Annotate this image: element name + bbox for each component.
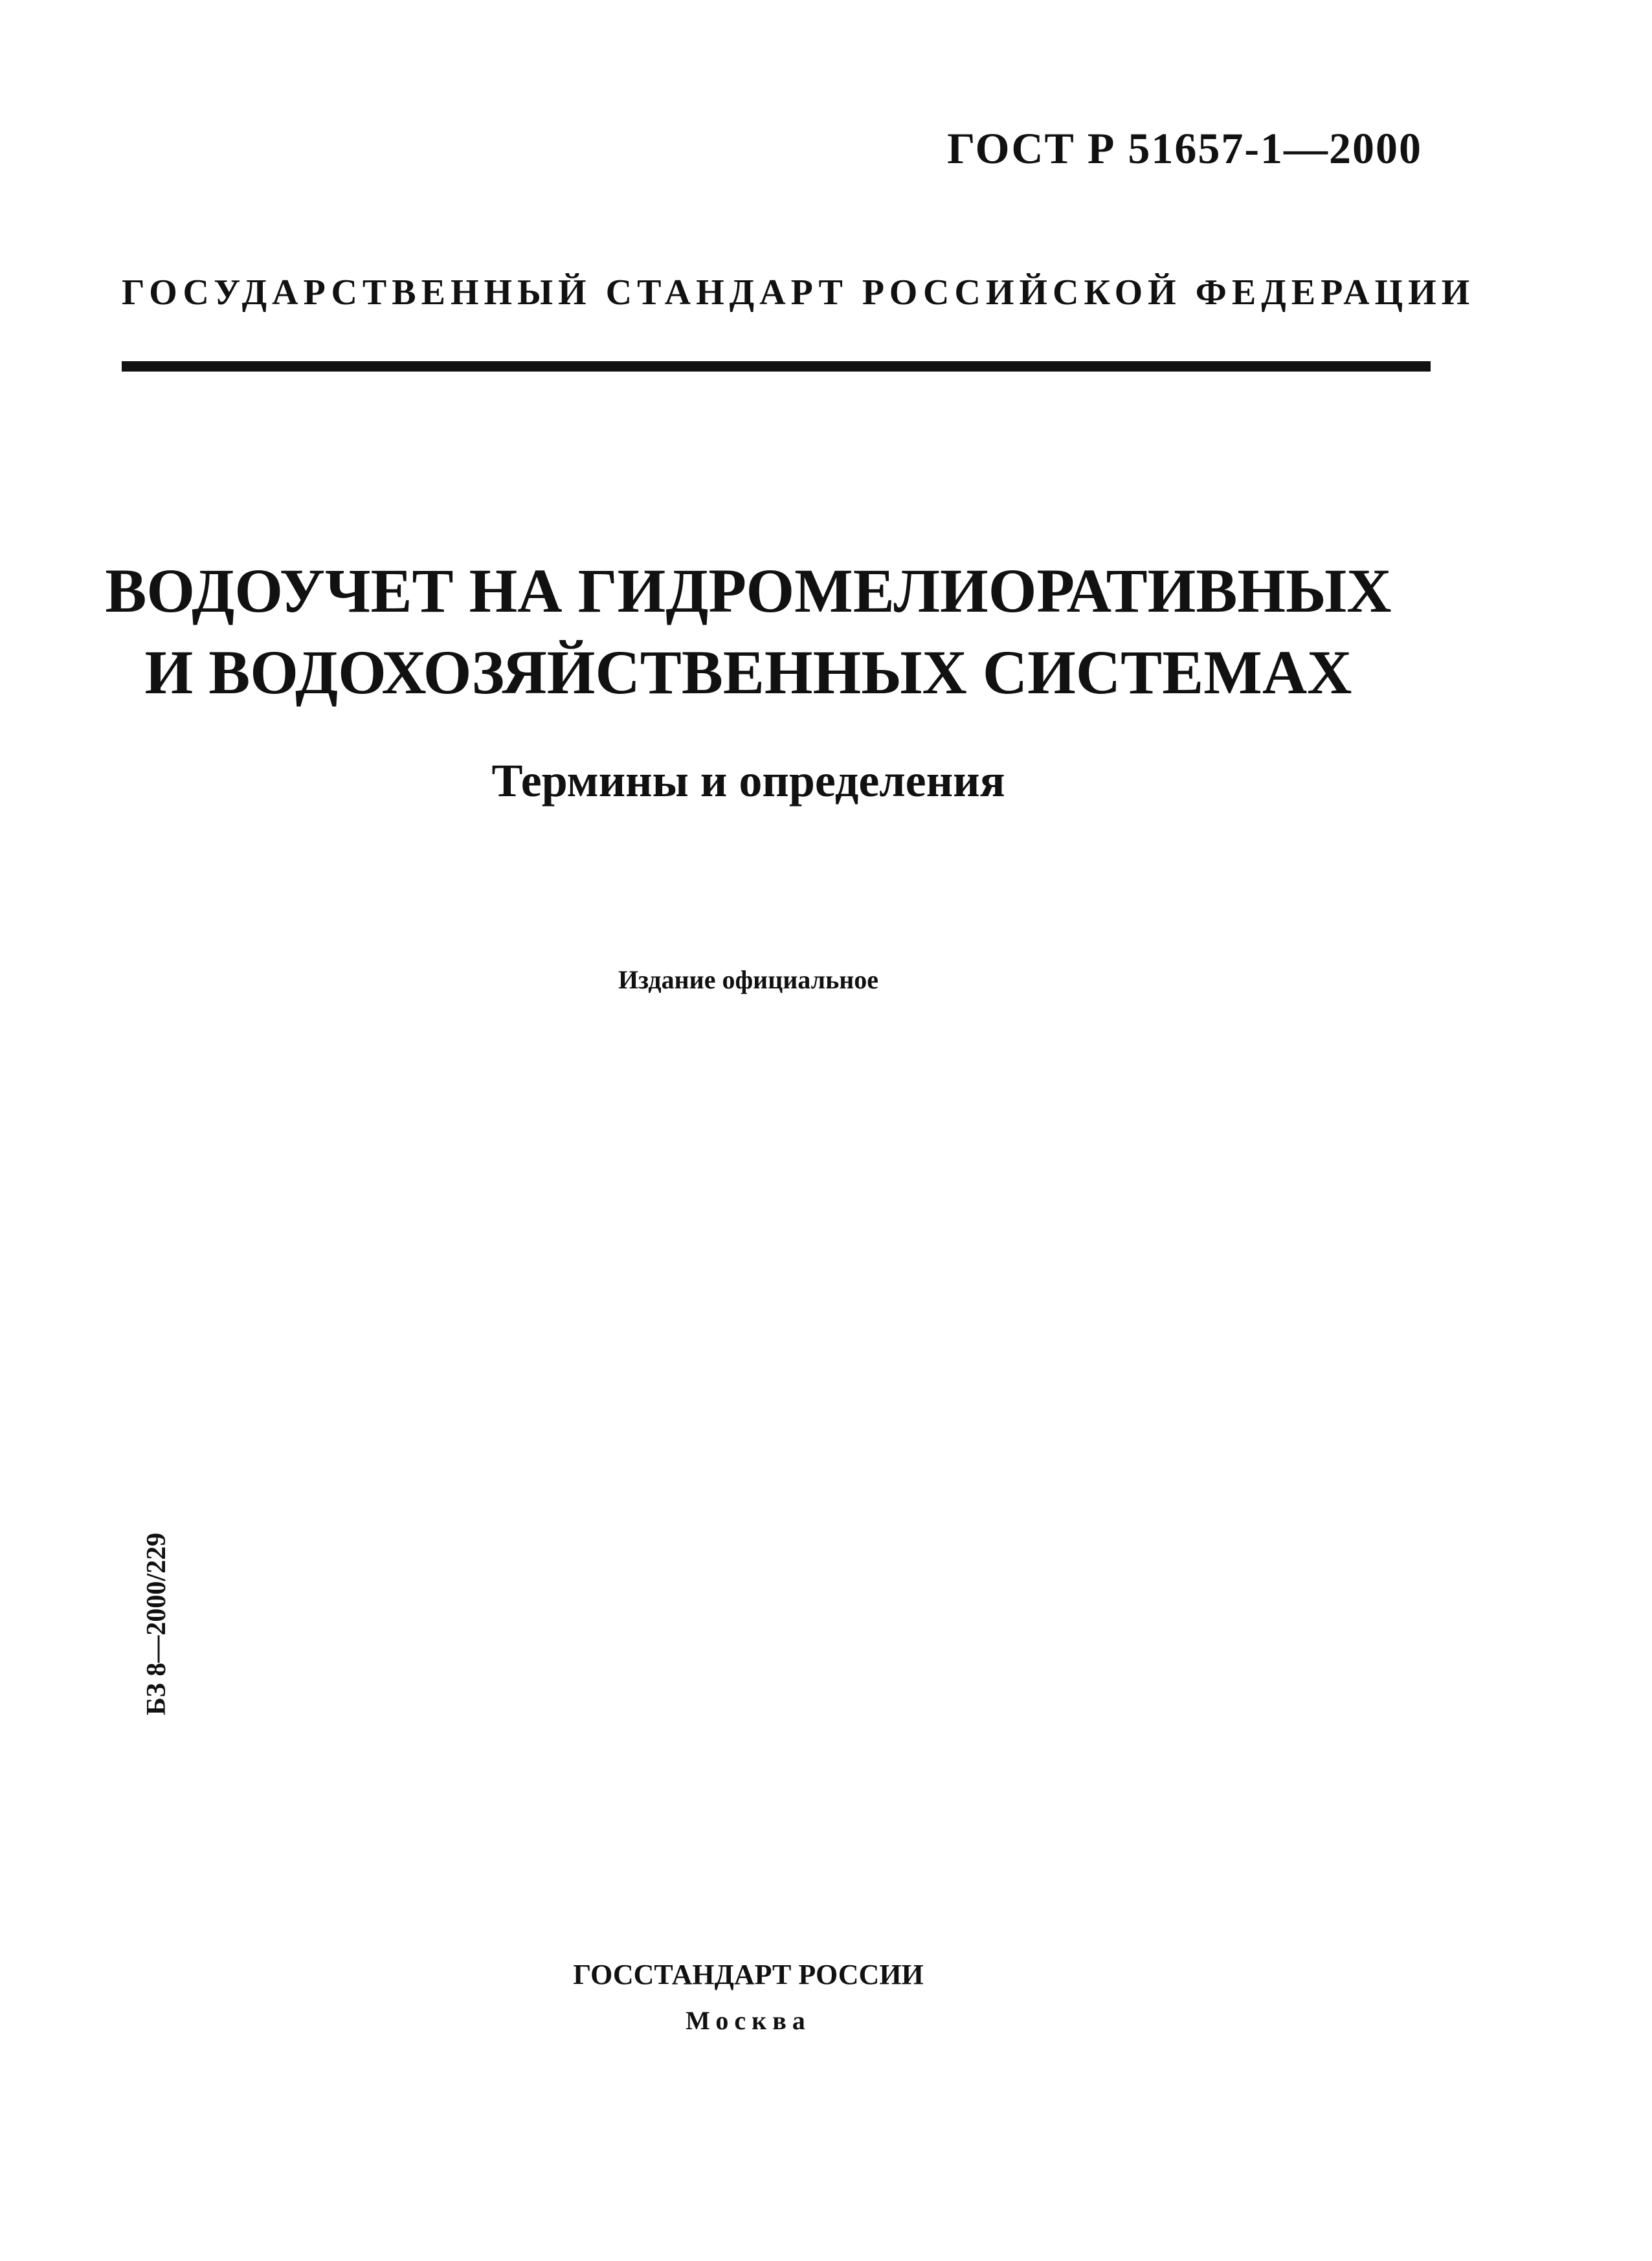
document-title-line-1: ВОДОУЧЕТ НА ГИДРОМЕЛИОРАТИВНЫХ <box>105 556 1392 625</box>
side-code: БЗ 8—2000/229 <box>142 1532 172 1715</box>
document-subtitle: Термины и определения <box>491 755 1005 807</box>
document-title <box>0 550 1574 713</box>
gost-number: ГОСТ Р 51657-1—2000 <box>947 124 1422 173</box>
publisher: ГОССТАНДАРТ РОССИИ <box>573 1959 924 1990</box>
state-standard-heading: ГОСУДАРСТВЕННЫЙ СТАНДАРТ РОССИЙСКОЙ ФЕДЕРАЦИИ <box>122 273 1475 313</box>
edition-label: Издание официальное <box>618 965 879 994</box>
header-rule <box>122 361 1431 372</box>
document-title-line-2: И ВОДОХОЗЯЙСТВЕННЫХ СИСТЕМАХ <box>144 638 1352 707</box>
city: Москва <box>686 2006 811 2035</box>
